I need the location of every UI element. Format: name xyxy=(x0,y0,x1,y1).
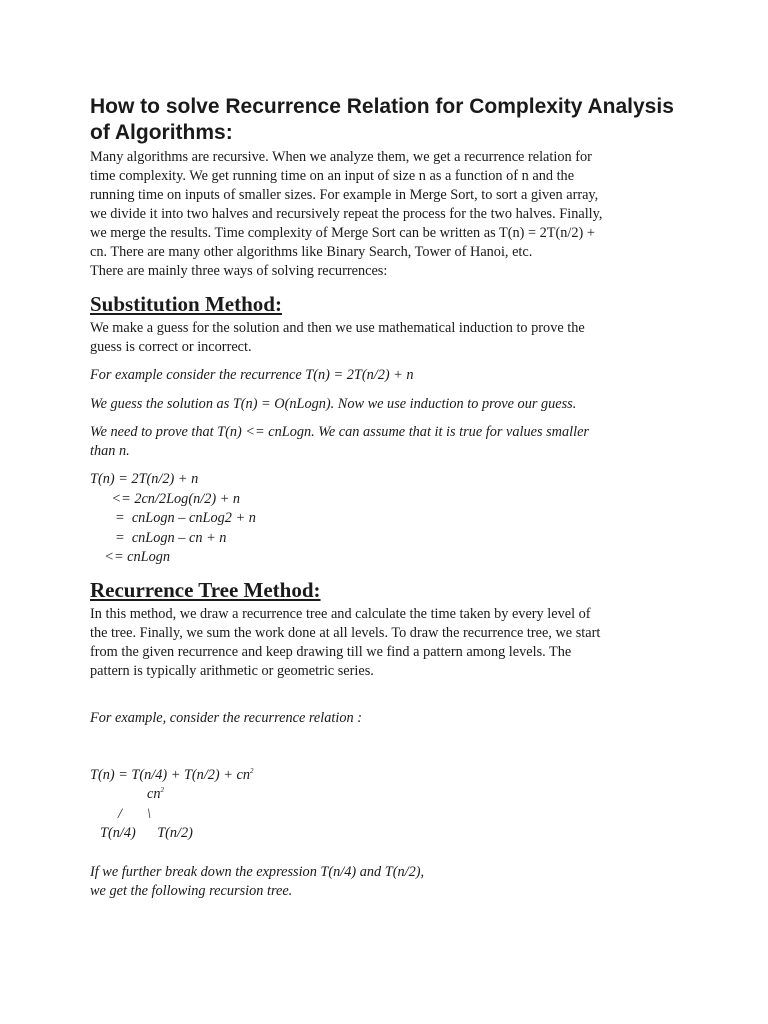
intro-line: running time on inputs of smaller sizes. For example in Merge Sort, to sort a given array, xyxy=(90,187,599,203)
tree-relation-text: T(n) = T(n/4) + T(n/2) + cn xyxy=(90,766,250,783)
tree-desc-line: the tree. Finally, we sum the work done at all levels. To draw the recurrence tree, we start xyxy=(90,624,601,641)
tree-desc-line: pattern is typically arithmetic or geometric series. xyxy=(90,662,374,679)
tree-desc-line: from the given recurrence and keep drawing till we find a pattern among levels. The xyxy=(90,643,572,660)
substitution-derivation xyxy=(90,470,690,568)
intro-line: we divide it into two halves and recursively repeat the process for the two halves. Finally, xyxy=(90,206,603,222)
tree-root-exponent: 2 xyxy=(160,786,164,795)
tree-further xyxy=(90,863,690,901)
intro-line: we merge the results. Time complexity of Merge Sort can be written as T(n) = 2T(n/2) + xyxy=(90,225,595,241)
intro-summary: There are mainly three ways of solving recurrences: xyxy=(90,263,388,279)
tree-example: For example, consider the recurrence relation : xyxy=(90,709,362,726)
tree-relation-exponent: 2 xyxy=(250,766,254,775)
intro-line: cn. There are many other algorithms like Binary Search, Tower of Hanoi, etc. xyxy=(90,244,533,260)
article-body xyxy=(90,94,690,901)
tree-children: T(n/4) T(n/2) xyxy=(100,825,193,841)
further-line: If we further break down the expression T(n/4) and T(n/2), xyxy=(90,863,425,880)
tree-desc-line: In this method, we draw a recurrence tree and calculate the time taken by every level of xyxy=(90,605,591,622)
tree-diagram xyxy=(90,766,690,844)
derivation-line: T(n) = 2T(n/2) + n xyxy=(90,471,199,487)
prove-line: We need to prove that T(n) <= cnLogn. We can assume that it is true for values smaller xyxy=(90,424,589,440)
substitution-prove xyxy=(90,423,690,461)
substitution-desc-line: We make a guess for the solution and then we use mathematical induction to prove the xyxy=(90,320,585,336)
substitution-heading: Substitution Method: xyxy=(90,292,282,316)
tree-branches: / \ xyxy=(118,805,151,822)
tree-relation xyxy=(90,766,690,786)
prove-line: than n. xyxy=(90,443,130,459)
recurrence-tree-heading: Recurrence Tree Method: xyxy=(90,577,321,602)
substitution-desc-line: guess is correct or incorrect. xyxy=(90,339,252,355)
derivation-line: <= 2cn/2Log(n/2) + n xyxy=(90,490,241,507)
substitution-example: For example consider the recurrence T(n) = 2T(n/2) + n xyxy=(90,367,414,383)
intro-paragraph xyxy=(90,148,690,281)
article-title: How to solve Recurrence Relation for Complexity Analysis of Algorithms: xyxy=(90,95,674,144)
intro-line: time complexity. We get running time on an input of size n as a function of n and the xyxy=(90,168,575,184)
tree-root-text: cn xyxy=(147,786,161,802)
substitution-description xyxy=(90,319,690,357)
derivation-line: = cnLogn – cn + n xyxy=(90,529,227,546)
substitution-guess: We guess the solution as T(n) = O(nLogn). Now we use induction to prove our guess. xyxy=(90,396,577,412)
further-line: we get the following recursion tree. xyxy=(90,882,293,899)
derivation-line: = cnLogn – cnLog2 + n xyxy=(90,510,256,526)
tree-root-node xyxy=(90,785,690,805)
intro-line: Many algorithms are recursive. When we analyze them, we get a recurrence relation for xyxy=(90,149,592,165)
derivation-line: <= cnLogn xyxy=(90,549,171,565)
tree-description xyxy=(90,605,690,681)
